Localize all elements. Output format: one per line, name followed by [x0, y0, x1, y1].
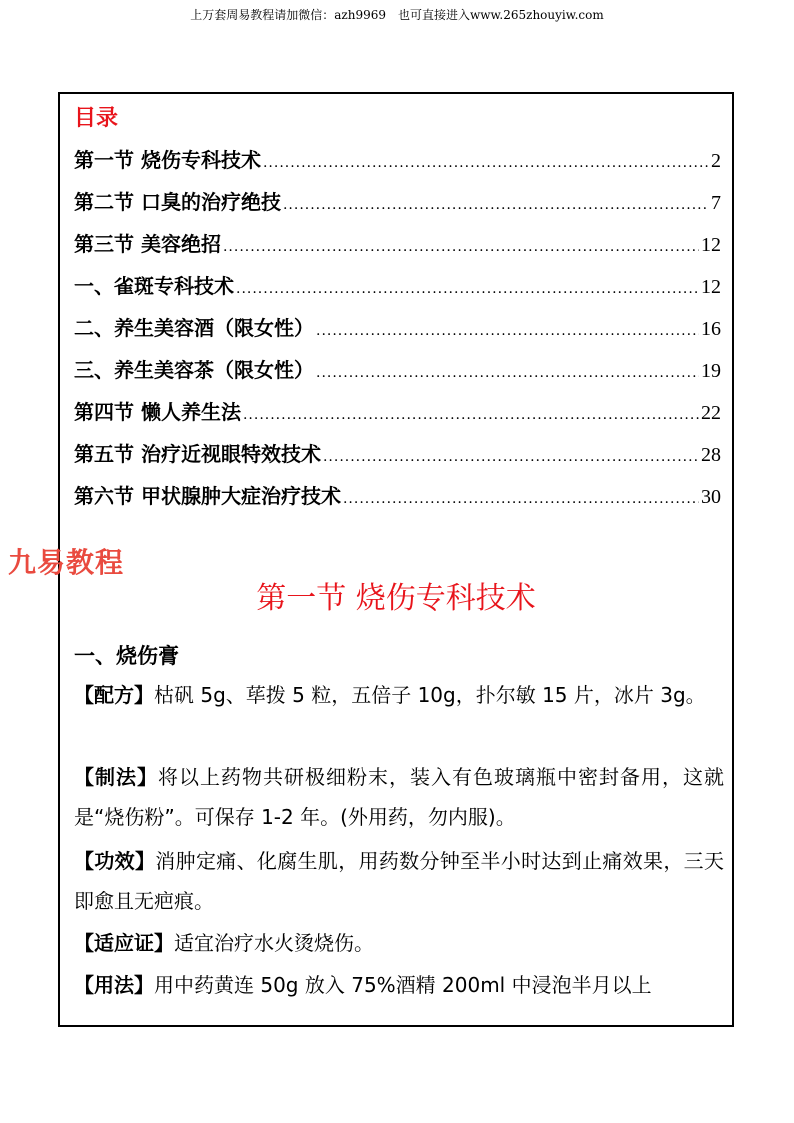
- toc-item[interactable]: [74, 312, 721, 342]
- toc-item-page: 7: [711, 192, 721, 214]
- toc-item[interactable]: [74, 480, 721, 510]
- paragraph-text: 枯矾 5g、荜拨 5 粒，五倍子 10g，扑尔敏 15 片，冰片 3g。: [154, 683, 706, 707]
- toc-item-label: 第三节 美容绝招: [74, 232, 221, 256]
- toc-item-label: 第二节 口臭的治疗绝技: [74, 190, 281, 214]
- toc-item[interactable]: [74, 186, 721, 216]
- paragraph-tag: 【功效】: [74, 849, 156, 873]
- toc-item-label: 第五节 治疗近视眼特效技术: [74, 442, 321, 466]
- toc-leader-dots: [323, 449, 699, 465]
- section-title: 第一节 烧伤专科技术: [256, 581, 536, 616]
- toc-leader-dots: [283, 197, 709, 213]
- paragraph-tag: 【适应证】: [74, 931, 174, 955]
- toc-item-page: 12: [701, 276, 721, 298]
- paragraph-method: [74, 757, 724, 837]
- watermark: 九易教程: [8, 546, 125, 579]
- toc-item[interactable]: [74, 144, 721, 174]
- paragraph-tag: 【用法】: [74, 973, 154, 997]
- paragraph-effect: [74, 841, 724, 921]
- toc-leader-dots: [263, 155, 709, 171]
- paragraph-text: 将以上药物共研极细粉末，装入有色玻璃瓶中密封备用，这就是“烧伤粉”。可保存 1-2 年。(外用药，勿内服)。: [74, 765, 724, 829]
- toc-item-page: 30: [701, 486, 721, 508]
- toc-item-page: 22: [701, 402, 721, 424]
- top-banner: 上万套周易教程请加微信：azh9969 也可直接进入www.265zhouyiw.com: [190, 8, 604, 22]
- toc-leader-dots: [316, 365, 699, 381]
- section-subtitle: 一、烧伤膏: [74, 644, 179, 668]
- paragraph-recipe: [74, 675, 724, 715]
- toc-item[interactable]: [74, 270, 721, 300]
- paragraph-text: 用中药黄连 50g 放入 75%酒精 200ml 中浸泡半月以上: [154, 973, 652, 997]
- toc-item-label: 一、雀斑专科技术: [74, 274, 234, 298]
- toc-item[interactable]: [74, 228, 721, 258]
- toc-item-page: 16: [701, 318, 721, 340]
- toc-item-page: 2: [711, 150, 721, 172]
- paragraph-text: 消肿定痛、化腐生肌，用药数分钟至半小时达到止痛效果，三天即愈且无疤痕。: [74, 849, 725, 913]
- toc-item-label: 第四节 懒人养生法: [74, 400, 241, 424]
- paragraph-tag: 【制法】: [74, 765, 158, 789]
- toc-item[interactable]: [74, 354, 721, 384]
- paragraph-usage: [74, 965, 724, 1005]
- paragraph-tag: 【配方】: [74, 683, 154, 707]
- toc-item[interactable]: [74, 438, 721, 468]
- toc-leader-dots: [316, 323, 699, 339]
- toc-leader-dots: [236, 281, 699, 297]
- toc-leader-dots: [343, 491, 699, 507]
- toc-item-page: 28: [701, 444, 721, 466]
- toc-item-label: 第一节 烧伤专科技术: [74, 148, 261, 172]
- toc-item-label: 三、养生美容茶（限女性）: [74, 358, 314, 382]
- toc-item-page: 19: [701, 360, 721, 382]
- toc-item-page: 12: [701, 234, 721, 256]
- toc-title: 目录: [74, 106, 119, 131]
- toc-item-label: 第六节 甲状腺肿大症治疗技术: [74, 484, 341, 508]
- paragraph-text: 适宜治疗水火烫烧伤。: [174, 931, 374, 955]
- toc-item[interactable]: [74, 396, 721, 426]
- paragraph-indication: [74, 923, 724, 963]
- toc-leader-dots: [223, 239, 699, 255]
- toc-leader-dots: [243, 407, 699, 423]
- toc-item-label: 二、养生美容酒（限女性）: [74, 316, 314, 340]
